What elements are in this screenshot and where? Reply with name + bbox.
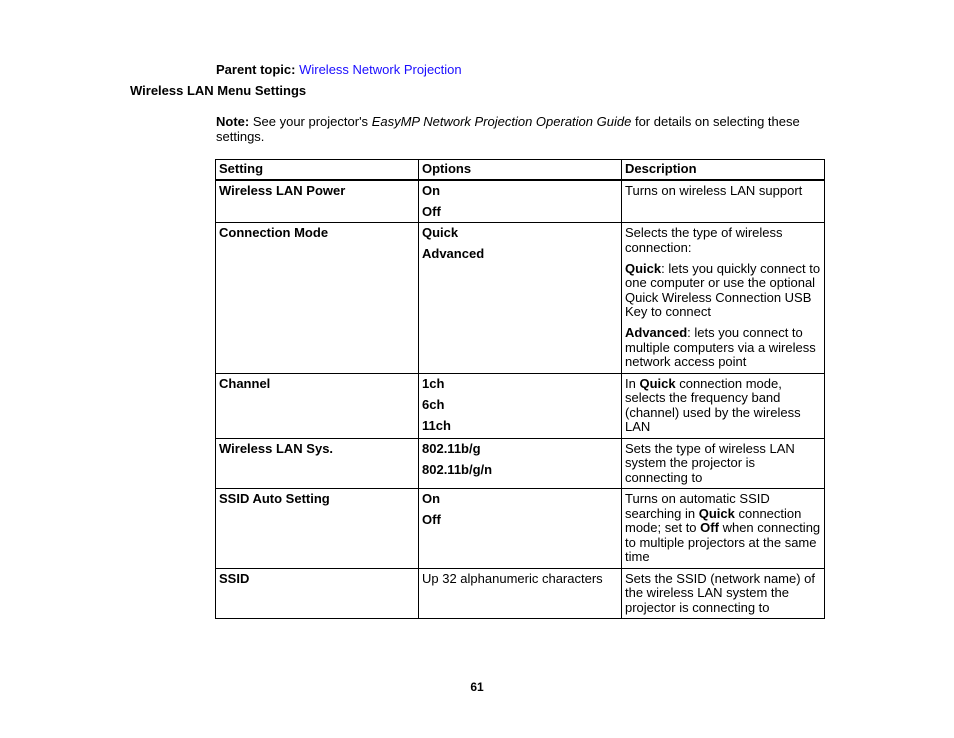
description-cell xyxy=(622,223,825,374)
note-label: Note: xyxy=(216,114,250,129)
note-text-before: See your projector's xyxy=(252,114,369,129)
description-text: In xyxy=(625,375,636,391)
description-bold: Quick xyxy=(698,505,735,521)
table-row xyxy=(216,373,825,438)
option-value: Up 32 alphanumeric characters xyxy=(422,570,603,586)
setting-cell: Channel xyxy=(216,373,419,438)
option-value: Off xyxy=(422,512,441,527)
description-cell xyxy=(622,489,825,569)
description-cell xyxy=(622,568,825,619)
header-description: Description xyxy=(622,160,825,180)
options-cell xyxy=(419,568,622,619)
setting-cell: Wireless LAN Power xyxy=(216,180,419,223)
note-guide-title: EasyMP Network Projection Operation Guide xyxy=(371,114,632,129)
option-value: 802.11b/g/n xyxy=(422,461,493,477)
description-text: Turns on wireless LAN support xyxy=(625,182,803,198)
description-text: Turns on automatic SSID searching in xyxy=(625,491,770,521)
description-text: Selects the type of wireless connection: xyxy=(625,225,783,255)
option-value: Quick xyxy=(422,225,459,240)
options-cell xyxy=(419,180,622,223)
parent-topic-link[interactable]: Wireless Network Projection xyxy=(299,62,462,77)
setting-cell: Wireless LAN Sys. xyxy=(216,438,419,489)
option-value: 802.11b/g xyxy=(422,440,481,456)
option-value: 6ch xyxy=(422,396,445,412)
description-paragraph xyxy=(625,492,821,565)
option-value: Advanced xyxy=(422,246,485,261)
options-cell xyxy=(419,223,622,374)
description-paragraph xyxy=(625,442,821,486)
description-bold: Advanced xyxy=(625,325,688,340)
option-value: Off xyxy=(422,203,441,219)
parent-topic xyxy=(216,62,462,78)
note xyxy=(216,115,816,144)
option-value: On xyxy=(422,182,441,198)
description-text: : lets you connect to multiple computers via a wireless network access point xyxy=(625,325,816,369)
description-text: Sets the SSID (network name) of the wireless LAN system the projector is connecting to xyxy=(625,570,816,615)
table-body xyxy=(216,180,825,619)
table-row xyxy=(216,180,825,223)
description-paragraph xyxy=(625,326,821,370)
description-bold: Quick xyxy=(625,260,662,276)
setting-cell: SSID xyxy=(216,568,419,619)
setting-cell: Connection Mode xyxy=(216,223,419,374)
description-paragraph xyxy=(625,377,821,435)
description-text: when connecting to multiple projectors at the same time xyxy=(625,520,821,564)
description-paragraph xyxy=(625,262,821,320)
option-value: On xyxy=(422,491,441,506)
header-setting: Setting xyxy=(216,160,419,180)
setting-cell: SSID Auto Setting xyxy=(216,489,419,569)
settings-table xyxy=(215,159,825,619)
description-text: : lets you quickly connect to one computer or use the optional Quick Wireless Connection USB Key to connect xyxy=(625,260,821,319)
options-cell xyxy=(419,438,622,489)
description-text: connection mode, selects the frequency band (channel) used by the wireless LAN xyxy=(625,375,801,434)
option-value: 1ch xyxy=(422,375,445,391)
options-cell xyxy=(419,489,622,569)
table-header-row xyxy=(216,160,825,180)
description-cell xyxy=(622,438,825,489)
description-paragraph xyxy=(625,184,821,199)
table-row xyxy=(216,489,825,569)
description-cell xyxy=(622,180,825,223)
description-bold: Off xyxy=(700,520,719,535)
description-cell xyxy=(622,373,825,438)
description-text: Sets the type of wireless LAN system the projector is connecting to xyxy=(625,440,795,485)
section-title: Wireless LAN Menu Settings xyxy=(130,83,307,98)
parent-topic-label: Parent topic: xyxy=(216,62,296,77)
header-options: Options xyxy=(419,160,622,180)
description-paragraph xyxy=(625,226,821,255)
description-paragraph xyxy=(625,572,821,616)
table-row xyxy=(216,223,825,374)
options-cell xyxy=(419,373,622,438)
page-number: 61 xyxy=(470,680,484,694)
description-text: connection mode; set to xyxy=(625,505,802,535)
note-text-after: for details on selecting these settings. xyxy=(216,114,800,144)
table-row xyxy=(216,438,825,489)
description-bold: Quick xyxy=(639,375,676,391)
option-value: 11ch xyxy=(422,417,451,433)
table-row xyxy=(216,568,825,619)
